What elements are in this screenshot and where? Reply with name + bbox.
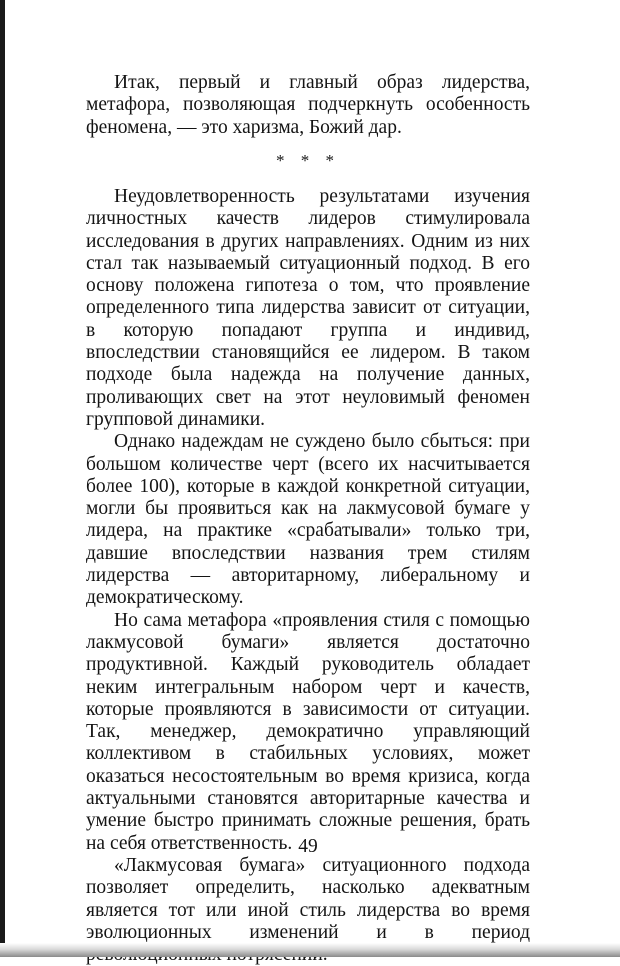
page-bottom-edge (0, 943, 620, 957)
page-left-edge (0, 0, 5, 957)
paragraph-3: Но сама метафора «проявления стиля с помощью лакмусовой бумаги» является достаточно продуктивной. Каждый руководитель обладает неким интегральным набором черт и качеств, которые проявляются в зависимости от ситуации. Так, менеджер, демократично управляющий коллективом в стабильных условиях, может оказаться несостоятельным во время кризиса, когда актуальными становятся авторитарные качества и умение быстро принимать сложные решения, брать на себя ответственность. (86, 609, 530, 854)
page-number: 49 (298, 836, 318, 857)
section-separator: * * * (276, 151, 340, 170)
intro-text-block (86, 72, 530, 139)
intro-paragraph: Итак, первый и главный образ лидерства, метафора, позволяющая подчеркнуть особенность феномена, — это харизма, Божий дар. (86, 72, 530, 138)
paragraph-2: Однако надеждам не суждено было сбыться: при большом количестве черт (всего их насчитывается более 100), которые в каждой конкретной ситуации, могли бы проявиться как на лакмусовой бумаге у лидера, на практике «срабатывали» только три, давшие впоследствии названия трем стилям лидерства — авторитарному, либеральному и демократическому. (86, 431, 530, 609)
paragraph-4: «Лакмусовая бумага» ситуационного подхода позволяет определить, насколько адекватным является тот или иной стиль лидерства во время эволюционных изменений и в период (86, 854, 530, 943)
paragraph-1: Неудовлетворенность результатами изучения личностных качеств лидеров стимулировала исследования в других направлениях. Одним из них стал так называемый ситуационный подход. В его основу положена гипотеза о том, что проявление определенного типа лидерства зависит от ситуации, в которую попадают группа и индивид, впоследствии становящийся ее лидером. В таком подходе была надежда на получение данных, проливающих свет на этот неуловимый феномен групповой динамики. (86, 186, 530, 430)
